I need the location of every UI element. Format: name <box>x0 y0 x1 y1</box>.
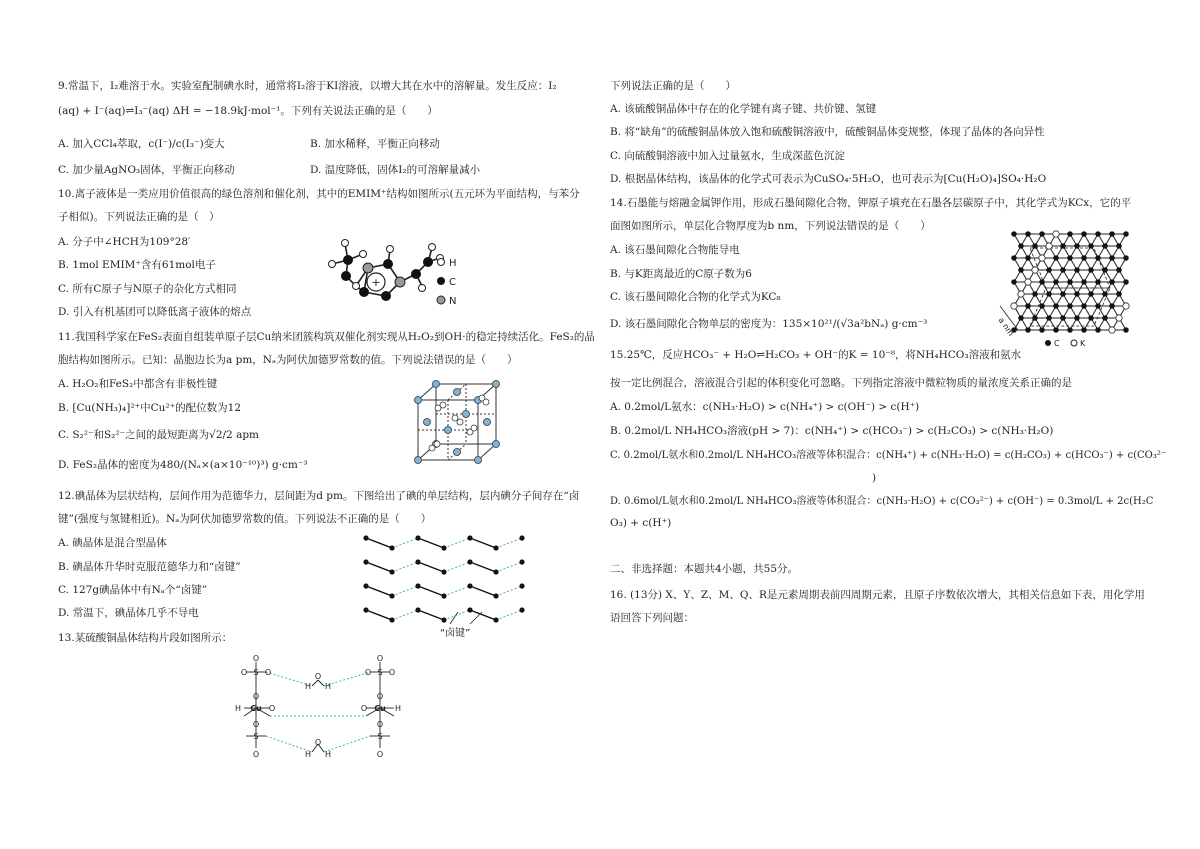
carbon-atom <box>1047 268 1052 273</box>
iodine-atom <box>519 535 524 540</box>
iodine-atom <box>389 617 394 622</box>
carbon-atom <box>1054 304 1059 309</box>
legend-c-label: C <box>449 277 456 288</box>
iodine-atom <box>441 593 446 598</box>
carbon-atom <box>1117 268 1122 273</box>
q14-stem-line2: 面图如图所示，单层化合物厚度为b nm，下列说法错误的是（ ） <box>610 220 931 232</box>
iodine-atom <box>441 617 446 622</box>
atom-s: S <box>253 668 259 677</box>
q12-option-d: D. 常温下，碘晶体几乎不导电 <box>58 607 199 619</box>
atom-h: H <box>324 750 332 759</box>
q9-option-c: C. 加少量AgNO₃固体，平衡正向移动 <box>58 164 235 176</box>
q11-option-a: A. H₂O₂和FeS₂中都含有非极性键 <box>58 378 218 390</box>
potassium-atom <box>1053 231 1059 237</box>
carbon-atom <box>1061 316 1066 321</box>
carbon-atom <box>1124 280 1129 285</box>
carbon-atom <box>1110 280 1115 285</box>
iodine-bond <box>366 610 392 620</box>
carbon-atom <box>1012 232 1017 237</box>
atom-o: O <box>314 672 322 681</box>
iodine-atom <box>415 583 420 588</box>
carbon-atom <box>1103 316 1108 321</box>
carbon-atom <box>1103 268 1108 273</box>
potassium-atom <box>1039 255 1045 261</box>
iodine-bond <box>470 538 496 548</box>
carbon-atom <box>1110 232 1115 237</box>
q16-stem-line2: 语回答下列问题： <box>610 612 694 624</box>
carbon-atom <box>1061 268 1066 273</box>
iodine-bond <box>392 586 418 596</box>
q14-option-c: C. 该石墨间隙化合物的化学式为KC₈ <box>610 291 781 303</box>
q12-stem-line2: 键”(强度与氢键相近)。Nₐ为阿伏加德罗常数的值。下列说法不正确的是（ ） <box>58 513 432 525</box>
carbon-atom <box>1054 256 1059 261</box>
carbon-atom <box>1040 328 1045 333</box>
carbon-atom <box>1096 256 1101 261</box>
q10-stem-line1: 10.离子液体是一类应用价值很高的绿色溶剂和催化剂，其中的EMIM⁺结构如图所示(五元环为平面结构，与苯分 <box>58 188 580 200</box>
atom-o: O <box>252 750 260 759</box>
carbon-atom <box>1047 316 1052 321</box>
iodine-atom <box>519 583 524 588</box>
iodine-atom <box>389 593 394 598</box>
q13-option-c: C. 向硫酸铜溶液中加入过量氨水，生成深蓝色沉淀 <box>610 150 845 162</box>
q10-option-c: C. 所有C原子与N原子的杂化方式相同 <box>58 283 237 295</box>
atom-o: O <box>268 704 276 713</box>
carbon-atom <box>1068 304 1073 309</box>
carbon-atom <box>1033 244 1038 249</box>
q15-option-d-line1: D. 0.6mol/L氨水和0.2mol/L NH₄HCO₃溶液等体积混合：c(NH₃·H₂O) + c(CO₃²⁻) + c(OH⁻) = 0.3mol/L + 2c(H₂C <box>610 496 1154 507</box>
carbon-atom <box>1110 256 1115 261</box>
q10-stem-line2: 子相似)。下列说法正确的是（ ） <box>58 211 220 223</box>
carbon-atom <box>1096 304 1101 309</box>
carbon-atom <box>1089 316 1094 321</box>
q14-stem-line1: 14.石墨能与熔融金属钾作用，形成石墨间隙化合物，钾原子填充在石墨各层碳原子中，其化学式为KCx，它的平 <box>610 197 1132 209</box>
atom-o: O <box>240 668 248 677</box>
legend-h-label: H <box>449 258 457 269</box>
atom-o: O <box>376 654 384 663</box>
potassium-atom <box>1123 303 1129 309</box>
q15-option-c-line1: C. 0.2mol/L氨水和0.2mol/L NH₄HCO₃溶液等体积混合：c(NH₄⁺) + c(NH₃·H₂O) = c(H₂CO₃) + c(HCO₃⁻) + c(CO₃²⁻ <box>610 450 1167 461</box>
q9-option-b: B. 加水稀释，平衡正向移动 <box>310 138 440 150</box>
q10-option-a: A. 分子中∠HCH为109°28′ <box>58 236 191 248</box>
atom-h: H <box>394 704 402 713</box>
carbon-atom <box>1019 316 1024 321</box>
iodine-bond <box>366 586 392 596</box>
iodine-bond <box>496 610 522 620</box>
iodine-atom <box>415 535 420 540</box>
iodine-bond <box>496 538 522 548</box>
carbon-atom <box>1061 292 1066 297</box>
carbon-atom <box>1019 244 1024 249</box>
q11-option-b: B. [Cu(NH₃)₄]²⁺中Cu²⁺的配位数为12 <box>58 402 241 414</box>
q11-option-c: C. S₂²⁻和S₂²⁻之间的最短距离为√2/2 apm <box>58 429 260 441</box>
potassium-atom <box>1046 243 1052 249</box>
atom-h: H <box>304 682 312 691</box>
q15-stem-line2: 按一定比例混合，溶液混合引起的体积变化可忽略。下列指定溶液中微粒物质的量浓度关系正确的是 <box>610 377 1072 389</box>
atom-o: O <box>252 692 260 701</box>
iodine-atom <box>363 559 368 564</box>
iodine-atom <box>441 545 446 550</box>
carbon-atom <box>1103 292 1108 297</box>
iodine-atom <box>415 607 420 612</box>
atom-h: H <box>304 750 312 759</box>
q12-option-a: A. 碘晶体是混合型晶体 <box>58 537 167 549</box>
iodine-bond <box>470 610 496 620</box>
potassium-atom <box>1116 315 1122 321</box>
carbon-atom <box>1089 268 1094 273</box>
atom-s: S <box>253 732 259 741</box>
q13-intro: 下列说法正确的是（ ） <box>610 80 736 92</box>
carbon-atom <box>1033 292 1038 297</box>
carbon-atom <box>1040 232 1045 237</box>
iodine-bond <box>444 538 470 548</box>
iodine-atom <box>363 535 368 540</box>
legend-potassium-icon <box>1071 340 1077 346</box>
atom-o: O <box>252 720 260 729</box>
carbon-atom <box>1026 256 1031 261</box>
iodine-atom <box>467 559 472 564</box>
iodine-atom <box>493 545 498 550</box>
atom-h: H <box>234 704 242 713</box>
carbon-atom <box>1040 280 1045 285</box>
carbon-atom <box>1026 304 1031 309</box>
carbon-atom <box>1096 280 1101 285</box>
cuso4-structure-figure <box>220 652 430 764</box>
iodine-atom <box>467 583 472 588</box>
atom-o: O <box>264 668 272 677</box>
q15-option-d-line2: O₃) + c(H⁺) <box>610 517 672 529</box>
iodine-bond <box>418 538 444 548</box>
atom-s: S <box>377 732 383 741</box>
fes2-unit-cell-figure <box>408 378 504 468</box>
iodine-atom <box>467 607 472 612</box>
iodine-atom <box>519 607 524 612</box>
carbon-atom <box>1124 256 1129 261</box>
atom-o: O <box>376 692 384 701</box>
emim-charge-label: + <box>371 276 381 289</box>
q14-option-a: A. 该石墨间隙化合物能导电 <box>610 244 740 256</box>
iodine-bond <box>418 562 444 572</box>
carbon-atom <box>1075 316 1080 321</box>
q14-option-b: B. 与K距离最近的C原子数为6 <box>610 268 752 280</box>
q12-option-c: C. 127g碘晶体中有Nₐ个“卤键” <box>58 584 208 596</box>
q10-option-d: D. 引入有机基团可以降低离子液体的熔点 <box>58 306 252 318</box>
legend-n-label: N <box>449 296 457 307</box>
atom-s: S <box>377 668 383 677</box>
iodine-bond <box>444 586 470 596</box>
graphite-kc8-figure <box>990 226 1140 350</box>
q9-stem-line1: 9.常温下，I₂难溶于水。实验室配制碘水时，通常将I₂溶于KI溶液，以增大其在水中的溶解量。发生反应：I₂ <box>58 80 557 92</box>
carbon-atom <box>1089 292 1094 297</box>
iodine-bond <box>392 538 418 548</box>
carbon-atom <box>1033 316 1038 321</box>
iodine-bond <box>470 586 496 596</box>
iodine-bond <box>444 562 470 572</box>
q12-stem-line1: 12.碘晶体为层状结构，层间作用为范德华力，层间距为d pm。下图给出了碘的单层结构，层内碘分子间存在“卤 <box>58 490 580 502</box>
carbon-atom <box>1075 268 1080 273</box>
carbon-atom <box>1054 328 1059 333</box>
q9-option-d: D. 温度降低，固体I₂的可溶解量减小 <box>310 164 481 176</box>
iodine-bond <box>366 562 392 572</box>
legend-c-icon <box>437 277 445 285</box>
iodine-bond <box>418 586 444 596</box>
iodine-atom <box>441 569 446 574</box>
iodine-atom <box>493 593 498 598</box>
q9-stem-line2: (aq) + I⁻(aq)⇌I₃⁻(aq) ΔH = −18.9kJ·mol⁻¹。下列有关说法正确的是（ ） <box>58 105 438 117</box>
iodine-bond <box>392 562 418 572</box>
q13-stem-line1: 13.某硫酸铜晶体结构片段如图所示： <box>58 632 233 644</box>
iodine-bond <box>496 562 522 572</box>
q15-option-b: B. 0.2mol/L NH₄HCO₃溶液(pH > 7)：c(NH₄⁺) > c(HCO₃⁻) > c(H₂CO₃) > c(NH₃·H₂O) <box>610 425 1054 437</box>
carbon-atom <box>1012 256 1017 261</box>
iodine-atom <box>493 569 498 574</box>
carbon-atom <box>1089 244 1094 249</box>
carbon-atom <box>1082 304 1087 309</box>
iodine-atom <box>389 569 394 574</box>
carbon-atom <box>1082 256 1087 261</box>
carbon-atom <box>1103 244 1108 249</box>
iodine-atom <box>467 535 472 540</box>
atom-o: O <box>314 738 322 747</box>
potassium-atom <box>1109 327 1115 333</box>
carbon-atom <box>1026 232 1031 237</box>
carbon-atom <box>1082 280 1087 285</box>
q11-stem-line2: 胞结构如图所示。已知：晶胞边长为a pm，Nₐ为阿伏加德罗常数的值。下列说法错误的是（ ） <box>58 354 518 366</box>
carbon-atom <box>1019 268 1024 273</box>
atom-o: O <box>376 720 384 729</box>
atom-cu: Cu <box>250 704 262 713</box>
potassium-atom <box>1025 279 1031 285</box>
carbon-atom <box>1124 232 1129 237</box>
carbon-atom <box>1075 292 1080 297</box>
iodine-atom <box>389 545 394 550</box>
atom-o: O <box>364 668 372 677</box>
carbon-atom <box>1124 328 1129 333</box>
iodine-bond <box>418 610 444 620</box>
atom-o: O <box>388 668 396 677</box>
atom-h: H <box>324 682 332 691</box>
carbon-atom <box>1047 292 1052 297</box>
iodine-bond <box>470 562 496 572</box>
q11-stem-line1: 11.我国科学家在FeS₂表面自组装单原子层Cu纳米团簇构筑双催化剂实现从H₂O₂到OH·的稳定持续活化。FeS₂的晶 <box>58 331 595 343</box>
iodine-atom <box>363 583 368 588</box>
section-2-heading: 二、非选择题：本题共4小题，共55分。 <box>610 563 799 575</box>
atom-o: O <box>252 654 260 663</box>
carbon-atom <box>1110 304 1115 309</box>
iodine-atom <box>363 607 368 612</box>
carbon-atom <box>1096 232 1101 237</box>
iodine-bond <box>444 610 470 620</box>
carbon-atom <box>1068 280 1073 285</box>
carbon-atom <box>1075 244 1080 249</box>
carbon-atom <box>1068 328 1073 333</box>
q12-option-b: B. 碘晶体升华时克服范德华力和“卤键” <box>58 561 241 573</box>
halogen-bond-label: “卤键” <box>440 628 471 639</box>
emim-legend <box>436 254 466 310</box>
legend-n-icon <box>437 296 445 304</box>
legend-h-icon <box>438 259 445 266</box>
potassium-atom <box>1018 291 1024 297</box>
iodine-atom <box>415 559 420 564</box>
legend-carbon-icon <box>1045 340 1051 346</box>
atom-o: O <box>360 704 368 713</box>
carbon-atom <box>1054 280 1059 285</box>
iodine-layer-figure <box>360 530 530 642</box>
legend-potassium-label: K <box>1080 339 1086 348</box>
carbon-atom <box>1117 244 1122 249</box>
q14-option-d: D. 该石墨间隙化合物单层的密度为：135×10²¹/(√3a²bNₐ) g·cm⁻³ <box>610 318 928 330</box>
carbon-atom <box>1012 280 1017 285</box>
q13-option-b: B. 将“缺角”的硫酸铜晶体放入饱和硫酸铜溶液中，硫酸铜晶体变规整，体现了晶体的各向异性 <box>610 126 1045 138</box>
atom-o: O <box>376 750 384 759</box>
carbon-atom <box>1117 292 1122 297</box>
q13-option-a: A. 该硫酸铜晶体中存在的化学键有离子键、共价键、氢键 <box>610 103 877 115</box>
carbon-atom <box>1061 244 1066 249</box>
carbon-atom <box>1082 232 1087 237</box>
q15-option-c-line2: ) <box>872 472 877 484</box>
potassium-atom <box>1032 267 1038 273</box>
lattice-a-label: a nm <box>996 315 1016 338</box>
q15-stem-line1: 15.25℃，反应HCO₃⁻ + H₂O⇌H₂CO₃ + OH⁻的K = 10⁻⁸，将NH₄HCO₃溶液和氨水 <box>610 349 1022 361</box>
carbon-atom <box>1068 232 1073 237</box>
q15-option-a: A. 0.2mol/L氨水：c(NH₃·H₂O) > c(NH₄⁺) > c(OH⁻) > c(H⁺) <box>610 401 920 413</box>
iodine-atom <box>519 559 524 564</box>
atom-cu: Cu <box>374 704 386 713</box>
q11-option-d: D. FeS₂晶体的密度为480/(Nₐ×(a×10⁻¹⁰)³) g·cm⁻³ <box>58 459 308 471</box>
q10-option-b: B. 1mol EMIM⁺含有61mol电子 <box>58 259 216 271</box>
legend-carbon-label: C <box>1054 339 1060 348</box>
carbon-atom <box>1096 328 1101 333</box>
q13-option-d: D. 根据晶体结构，该晶体的化学式可表示为CuSO₄·5H₂O，也可表示为[Cu(H₂O)₄]SO₄·H₂O <box>610 173 1047 185</box>
iodine-bond <box>496 586 522 596</box>
potassium-atom <box>1011 303 1017 309</box>
carbon-atom <box>1082 328 1087 333</box>
iodine-atom <box>493 617 498 622</box>
q9-option-a: A. 加入CCl₄萃取，c(I⁻)/c(I₃⁻)变大 <box>58 138 225 150</box>
q16-stem-line1: 16. (13分) X、Y、Z、M、Q、R是元素周期表前四周期元素，且原子序数依次增大，其相关信息如下表，用化学用 <box>610 589 1145 601</box>
carbon-atom <box>1026 328 1031 333</box>
carbon-atom <box>1068 256 1073 261</box>
iodine-bond <box>366 538 392 548</box>
carbon-atom <box>1040 304 1045 309</box>
iodine-bond <box>392 610 418 620</box>
